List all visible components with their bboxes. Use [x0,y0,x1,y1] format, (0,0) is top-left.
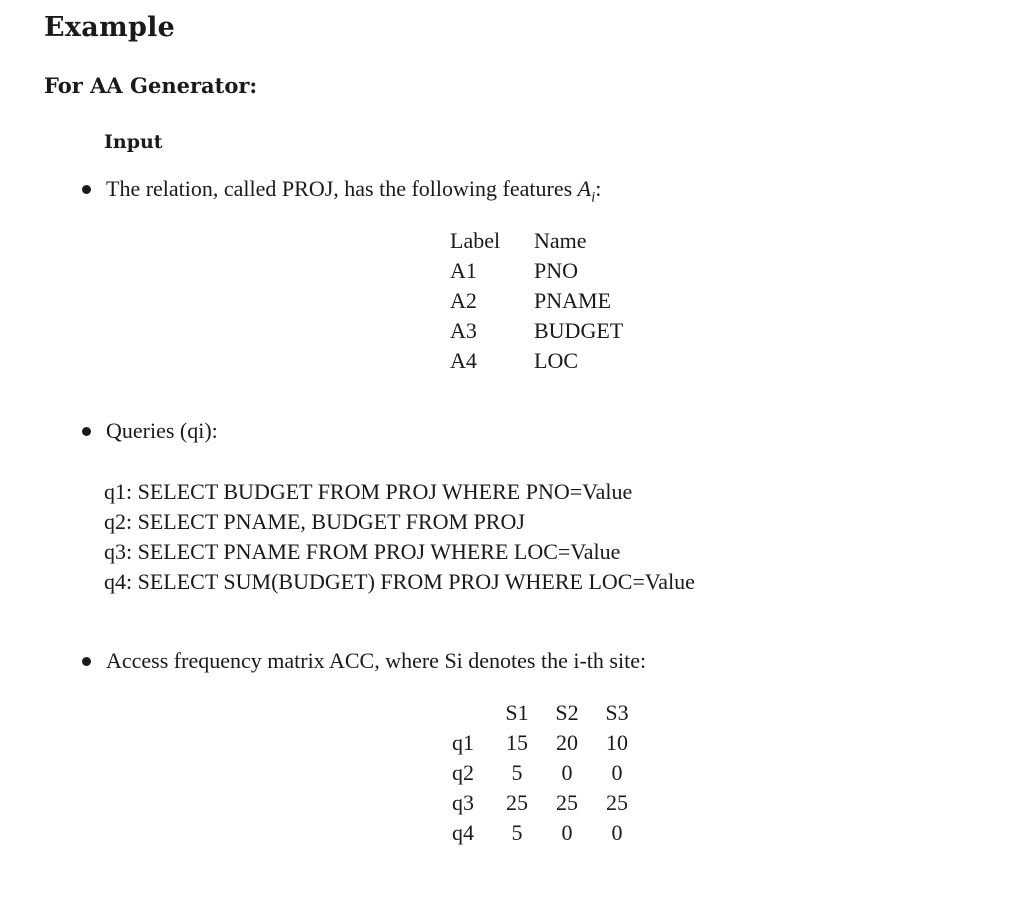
table-header-cell: S2 [555,700,579,725]
table-header-cell: Name [534,228,587,253]
table-row-label: q1 [452,730,474,755]
query-line: q2: SELECT PNAME, BUDGET FROM PROJ [104,509,525,534]
table-cell: A2 [450,288,477,313]
input-heading: Input [104,131,163,153]
table-corner-cell [452,698,492,728]
table-cell: BUDGET [534,318,624,343]
table-cell: 0 [561,820,573,845]
access-matrix-table [452,698,642,848]
table-cell: 25 [506,790,528,815]
table-cell: PNO [534,258,579,283]
bullet-queries [106,418,218,444]
bullet-relation [106,176,601,206]
table-row [450,316,623,346]
table-header-row [452,698,642,728]
bullet-queries-text: Queries (qi): [106,418,218,443]
bullet-relation-colon: : [595,176,602,201]
table-row-label: q3 [452,790,474,815]
table-cell: 25 [556,790,578,815]
table-cell: 25 [606,790,628,815]
table-cell: 0 [611,820,623,845]
table-row-label: q4 [452,820,474,845]
table-row [452,728,642,758]
table-cell: A3 [450,318,477,343]
table-row-label: q2 [452,760,474,785]
table-cell: 15 [506,730,528,755]
math-a: A [577,176,592,201]
table-header-cell: S3 [605,700,629,725]
math-subscript: i [591,189,596,206]
table-cell: 0 [611,760,623,785]
queries-list [104,477,695,597]
table-cell: A4 [450,348,477,373]
query-line: q1: SELECT BUDGET FROM PROJ WHERE PNO=Value [104,479,633,504]
section-title: For AA Generator: [44,73,258,98]
table-header-cell: S1 [505,700,529,725]
bullet-dot-icon [82,657,91,666]
table-row [452,758,642,788]
table-cell: 5 [511,820,523,845]
table-cell: 10 [606,730,628,755]
bullet-dot-icon [82,185,91,194]
bullet-relation-text: The relation, called PROJ, has the following features [106,176,578,201]
table-row [450,256,623,286]
bullet-dot-icon [82,427,91,436]
page-title: Example [44,12,176,43]
table-row [452,788,642,818]
table-cell: PNAME [534,288,612,313]
table-cell: A1 [450,258,477,283]
table-cell: 5 [511,760,523,785]
query-line: q3: SELECT PNAME FROM PROJ WHERE LOC=Value [104,539,621,564]
table-row [450,286,623,316]
features-table [450,226,623,376]
bullet-access-text: Access frequency matrix ACC, where Si denotes the i-th site: [106,648,647,673]
table-cell: 0 [561,760,573,785]
query-line: q4: SELECT SUM(BUDGET) FROM PROJ WHERE LOC=Value [104,569,695,594]
table-header-cell: Label [450,228,501,253]
table-row [450,346,623,376]
table-cell: 20 [556,730,578,755]
table-cell: LOC [534,348,578,373]
table-header-row [450,226,623,256]
bullet-access-matrix [106,648,646,674]
table-row [452,818,642,848]
